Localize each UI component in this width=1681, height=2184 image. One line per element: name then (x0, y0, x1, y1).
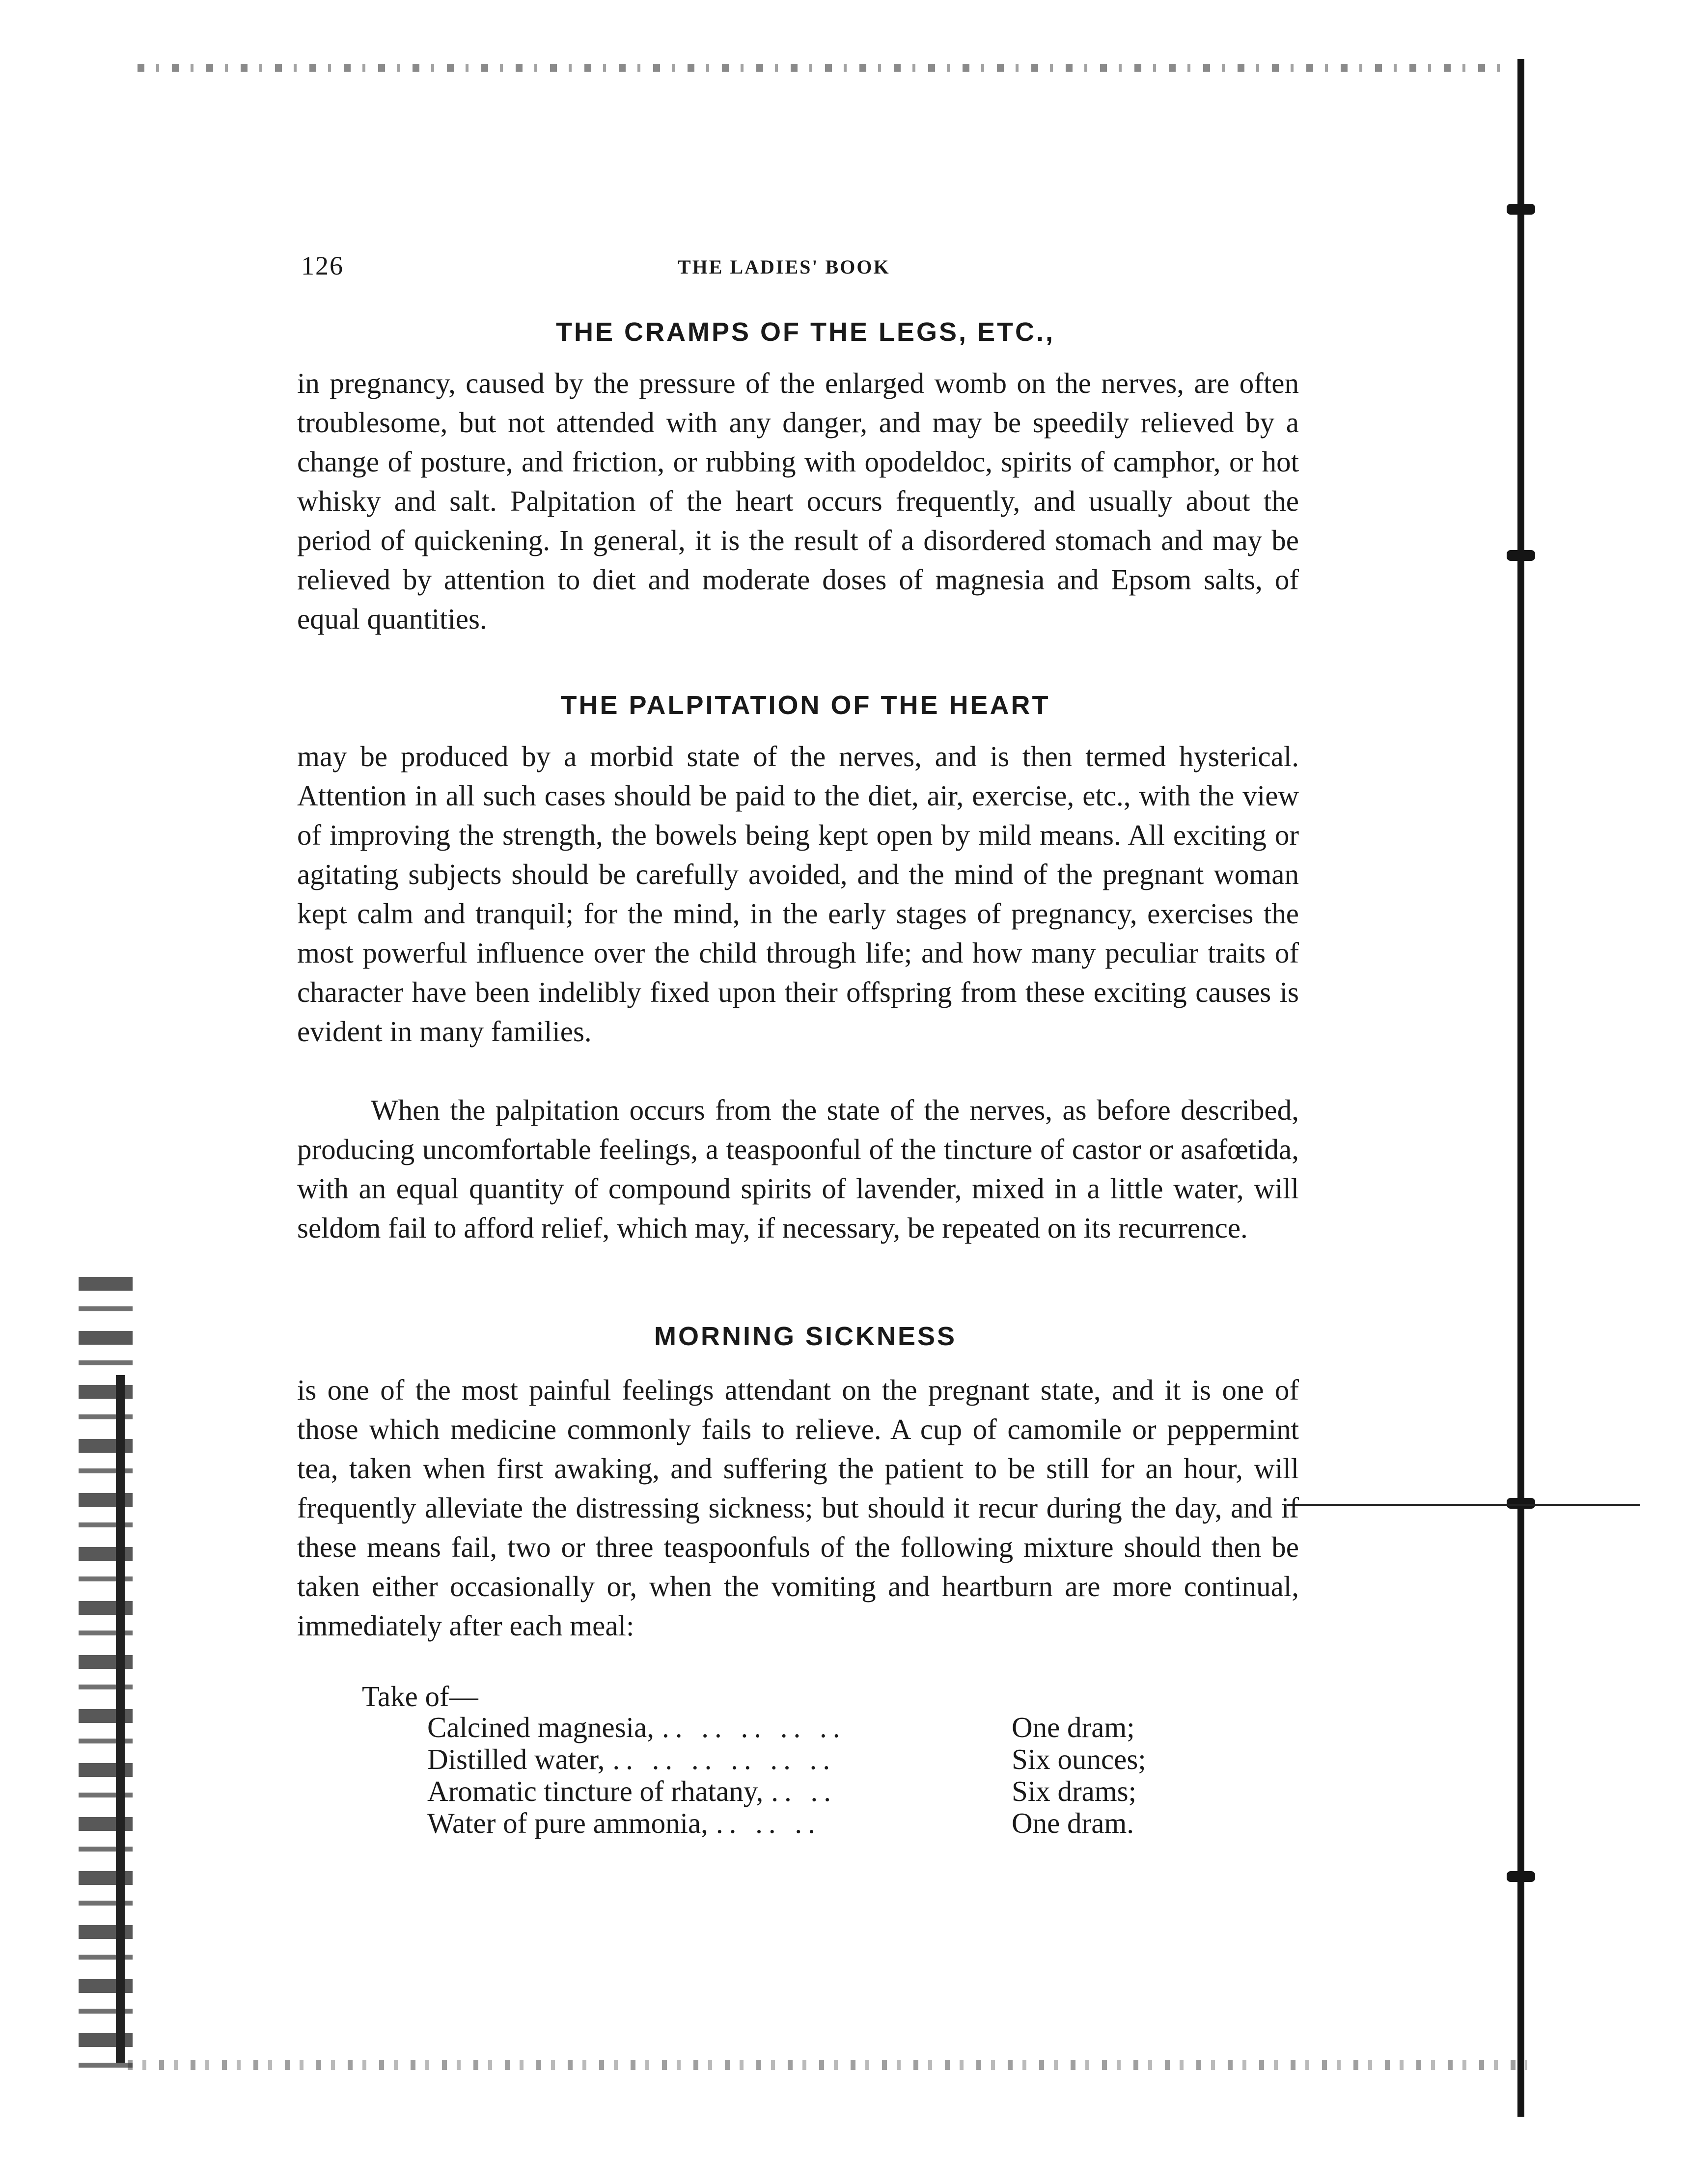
paragraph-cramps: in pregnancy, caused by the pressure of the enlarged womb on the nerves, are often troublesome, but not attended with any danger, and may be speedily relieved by a change of posture, and friction, or rubbing with opodeldoc, spirits of camphor, or hot whisky and salt. Palpitation of the heart occurs frequently, and usually about the period of quickening. In general, it is the result of a disordered stomach and may be relieved by attention to diet and moderate doses of magnesia and Epsom salts, of equal quantities. (297, 367, 1299, 635)
leader-dots: .. .. .. (716, 1807, 821, 1839)
recipe-item (427, 1807, 1188, 1839)
running-title: THE LADIES' BOOK (678, 256, 890, 278)
paragraph-palpitation-remedy: When the palpitation occurs from the state of the nerves, as before described, producing uncomfortable feelings, a teaspoonful of the tincture of castor or asafœtida, with an equal quantity of compound spirits of lavender, mixed in a little water, will seldom fail to afford relief, which may, if necessary, be repeated on its recurrence. (297, 1094, 1299, 1244)
recipe-item (427, 1743, 1188, 1775)
recipe-intro: Take of— (362, 1680, 478, 1713)
page-number: 126 (301, 251, 344, 280)
leader-dots: .. .. .. .. .. (662, 1712, 846, 1743)
recipe-ingredient: Water of pure ammonia, (427, 1807, 708, 1839)
recipe-list (427, 1712, 1188, 1839)
leader-dots: .. .. .. .. .. .. (612, 1743, 836, 1775)
binding-clip (1507, 550, 1535, 561)
recipe-amount: Six ounces; (1012, 1743, 1146, 1775)
recipe-ingredient: Aromatic tincture of rhatany, (427, 1775, 764, 1807)
recipe-amount: One dram. (1012, 1807, 1134, 1839)
binding-edge-line (1517, 59, 1524, 2117)
leader-dots: .. .. (771, 1775, 837, 1807)
section-heading-palpitation: THE PALPITATION OF THE HEART (560, 691, 1050, 720)
paragraph-morning-sickness: is one of the most painful feelings attendant on the pregnant state, and it is one of those which medicine commonly fails to relieve. A cup of camomile or peppermint tea, taken when first awaking, and suffering the patient to be still for an hour, will frequently alleviate the distressing sickness; but should it recur during the day, and if these means fail, two or three teaspoonfuls of the following mixture should then be taken either occasionally or, when the vomiting and heartburn are more continual, immediately after each meal: (297, 1374, 1299, 1642)
binding-clip (1507, 1871, 1535, 1882)
recipe-amount: One dram; (1012, 1711, 1135, 1743)
section-heading-cramps: THE CRAMPS OF THE LEGS, ETC., (555, 317, 1055, 347)
recipe-ingredient: Distilled water, (427, 1743, 605, 1775)
binding-clip (1507, 204, 1535, 215)
paragraph-palpitation: may be produced by a morbid state of the nerves, and is then termed hysterical. Attention in all such cases should be paid to the diet, air, exercise, etc., with the view of improving the strength, the bowels being kept open by mild means. All exciting or agitating subjects should be carefully avoided, and the mind of the pregnant woman kept calm and tranquil; for the mind, in the early stages of pregnancy, exercises the most powerful influence over the child through life; and how many peculiar traits of character have been indelibly fixed upon their offspring from these exciting causes is evident in many families. (297, 740, 1299, 1048)
recipe-amount: Six drams; (1012, 1775, 1137, 1807)
section-heading-morning-sickness: MORNING SICKNESS (654, 1322, 957, 1351)
recipe-item (427, 1775, 1188, 1807)
recipe-ingredient: Calcined magnesia, (427, 1712, 655, 1743)
scan-noise-top (138, 64, 1513, 72)
binding-clip (1507, 1498, 1535, 1509)
recipe-item (427, 1712, 1188, 1743)
pencil-mark (1287, 1504, 1640, 1506)
scan-left-edge (116, 1375, 125, 2063)
scan-noise-bottom (128, 2060, 1527, 2070)
